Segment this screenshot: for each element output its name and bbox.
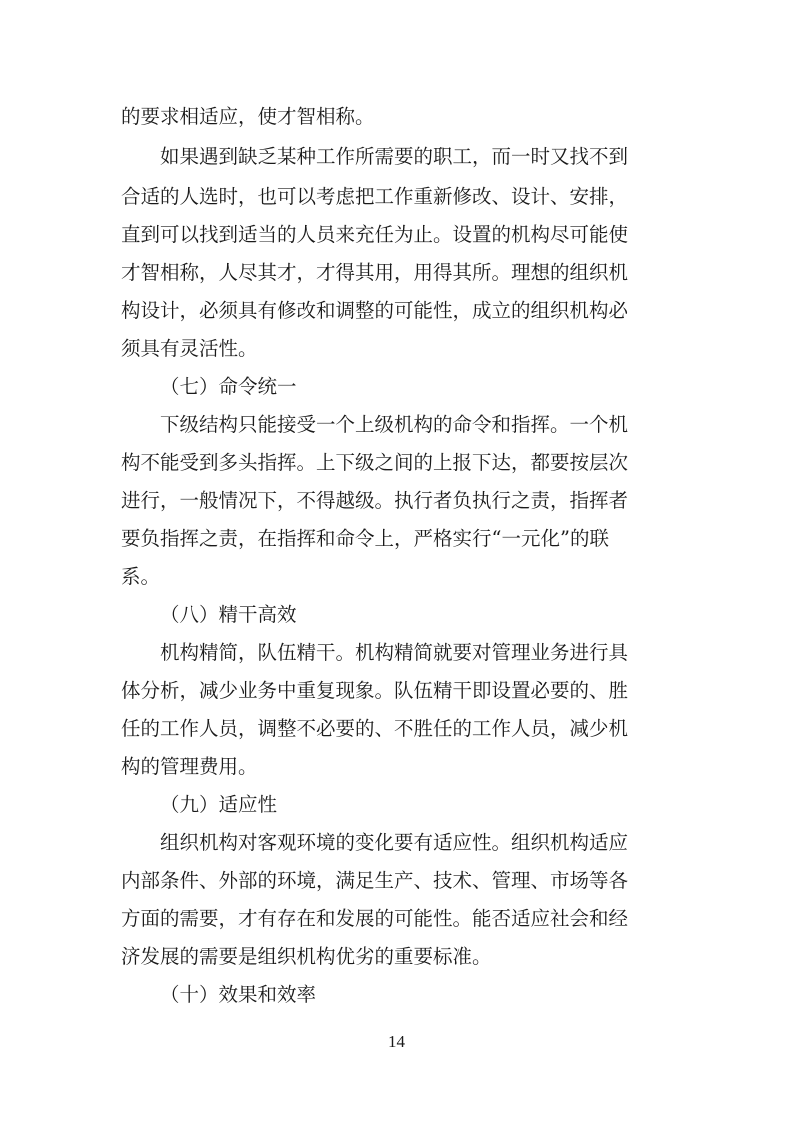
section-heading: （十）效果和效率 [160, 983, 317, 1006]
body-text-line: 须具有灵活性。 [121, 337, 258, 360]
body-text-line: 方面的需要，才有存在和发展的可能性。能否适应社会和经 [121, 907, 629, 930]
section-heading: （七）命令统一 [160, 375, 297, 398]
body-text-line: 系。 [121, 565, 161, 588]
body-text-line: 的要求相适应，使才智相称。 [121, 105, 375, 128]
body-text-line: 构设计，必须具有修改和调整的可能性，成立的组织机构必 [121, 299, 629, 322]
body-text-line: 进行，一般情况下，不得越级。执行者负执行之责，指挥者 [121, 489, 629, 512]
body-text-line: 构不能受到多头指挥。上下级之间的上报下达，都要按层次 [121, 451, 629, 474]
body-text-line: 机构精简，队伍精干。机构精简就要对管理业务进行具 [160, 641, 629, 664]
body-text-line: 构的管理费用。 [121, 755, 258, 778]
page-number: 14 [388, 1032, 405, 1051]
body-text-line: 要负指挥之责，在指挥和命令上，严格实行“一元化”的联 [121, 527, 609, 550]
body-text-line: 任的工作人员，调整不必要的、不胜任的工作人员，减少机 [121, 717, 629, 740]
section-heading: （九）适应性 [160, 793, 278, 816]
body-text-line: 下级结构只能接受一个上级机构的命令和指挥。一个机 [160, 413, 629, 436]
section-heading: （八）精干高效 [160, 603, 297, 626]
body-text-line: 合适的人选时，也可以考虑把工作重新修改、设计、安排， [121, 185, 629, 208]
body-text-line: 如果遇到缺乏某种工作所需要的职工，而一时又找不到 [160, 145, 629, 168]
body-text-line: 体分析，减少业务中重复现象。队伍精干即设置必要的、胜 [121, 679, 629, 702]
body-text-line: 济发展的需要是组织机构优劣的重要标准。 [121, 945, 492, 968]
body-text-line: 内部条件、外部的环境，满足生产、技术、管理、市场等各 [121, 869, 629, 892]
body-text-line: 直到可以找到适当的人员来充任为止。设置的机构尽可能使 [121, 223, 629, 246]
body-text-line: 组织机构对客观环境的变化要有适应性。组织机构适应 [160, 831, 629, 854]
body-text-line: 才智相称，人尽其才，才得其用，用得其所。理想的组织机 [121, 261, 629, 284]
